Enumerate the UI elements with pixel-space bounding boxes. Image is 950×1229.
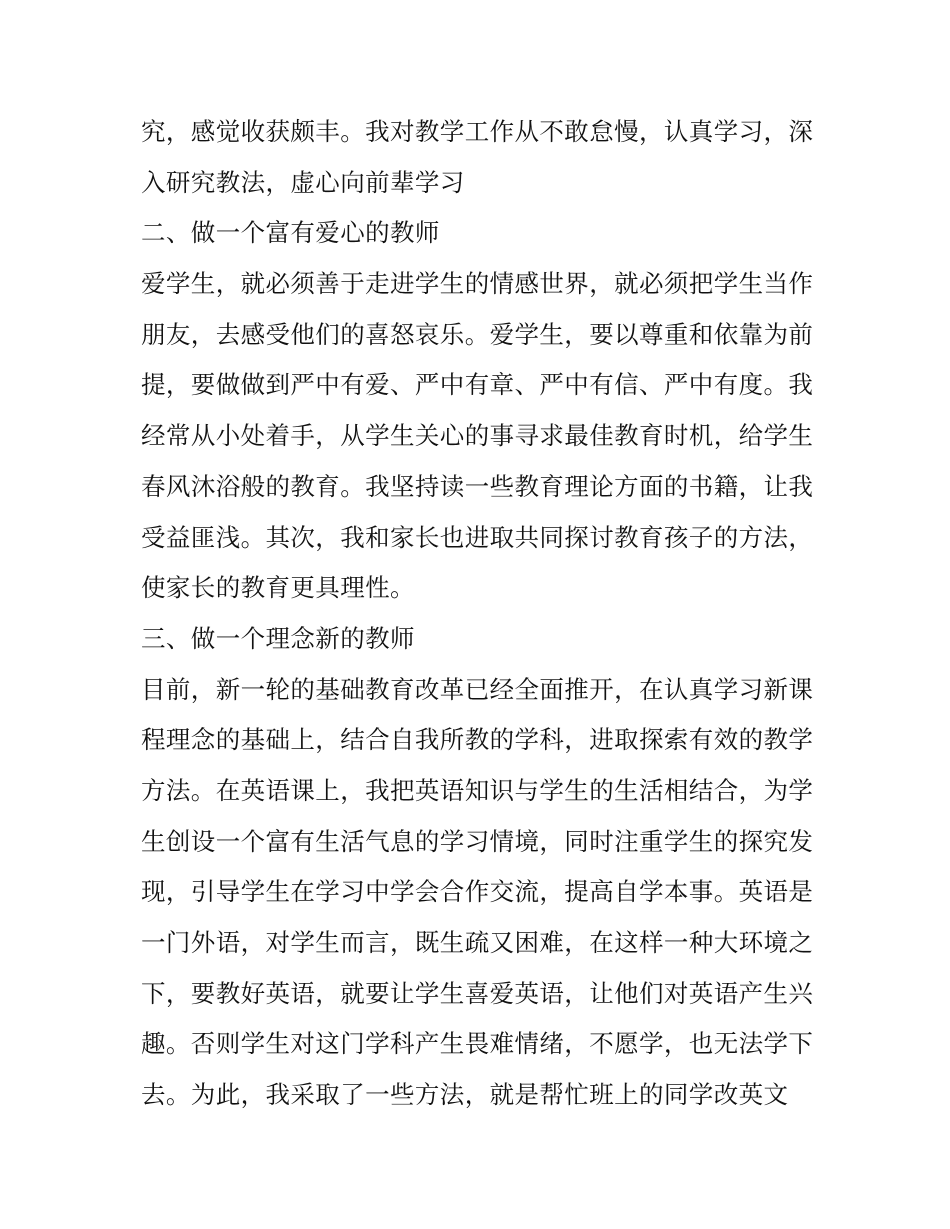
text-line: 一门外语，对学生而言，既生疏又困难，在这样一种大环境之 [141, 928, 814, 957]
document-body [141, 107, 814, 1121]
text-line: 目前，新一轮的基础教育改革已经全面推开，在认真学习新课 [141, 674, 814, 704]
section-heading: 三、做一个理念新的教师 [141, 623, 415, 653]
text-line: 方法。在英语课上，我把英语知识与学生的生活相结合，为学 [141, 775, 814, 805]
text-line: 春风沐浴般的教育。我坚持读一些教育理论方面的书籍，让我 [141, 471, 814, 501]
text-line: 受益匪浅。其次，我和家长也进取共同探讨教育孩子的方法， [141, 522, 814, 552]
text-line: 下，要教好英语，就要让学生喜爱英语，让他们对英语产生兴 [141, 978, 814, 1008]
text-line: 爱学生，就必须善于走进学生的情感世界，就必须把学生当作 [141, 269, 814, 299]
text-line: 程理念的基础上，结合自我所教的学科，进取探索有效的教学 [141, 725, 814, 755]
text-line: 趣。否则学生对这门学科产生畏难情绪，不愿学，也无法学下 [141, 1029, 814, 1059]
text-line: 究，感觉收获颇丰。我对教学工作从不敢怠慢，认真学习，深 [141, 117, 814, 146]
text-line: 去。为此，我采取了一些方法，就是帮忙班上的同学改英文 [141, 1080, 789, 1110]
section-heading: 二、做一个富有爱心的教师 [141, 218, 440, 248]
text-line: 使家长的教育更具理性。 [141, 573, 415, 603]
text-line: 朋友，去感受他们的喜怒哀乐。爱学生，要以尊重和依靠为前 [141, 319, 814, 349]
text-line: 经常从小处着手，从学生关心的事寻求最佳教育时机，给学生 [141, 421, 814, 451]
text-line: 现，引导学生在学习中学会合作交流，提高自学本事。英语是 [141, 877, 814, 907]
text-line: 生创设一个富有生活气息的学习情境，同时注重学生的探究发 [141, 826, 814, 856]
text-line: 提，要做做到严中有爱、严中有章、严中有信、严中有度。我 [141, 370, 814, 400]
text-line: 入研究教法，虚心向前辈学习 [141, 167, 465, 197]
